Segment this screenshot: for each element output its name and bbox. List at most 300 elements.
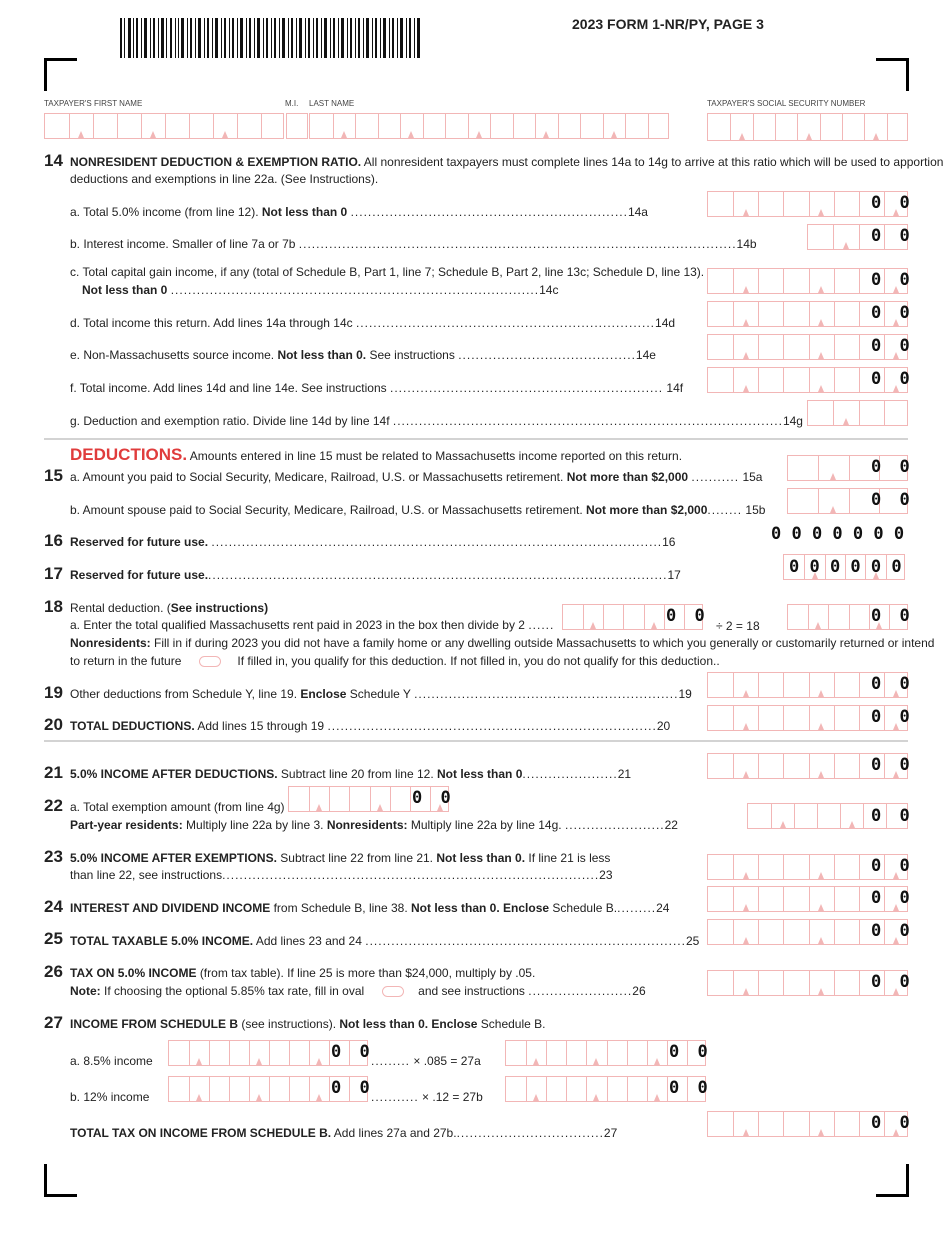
cell-divider <box>758 269 759 293</box>
line-14e-cents: 0 0 <box>871 336 914 356</box>
comma-tick <box>196 1058 202 1065</box>
cell-divider <box>229 1077 230 1101</box>
line-27b-label: b. 12% income <box>70 1090 150 1104</box>
cell-divider <box>758 706 759 730</box>
cell-divider <box>333 114 334 138</box>
comma-tick <box>806 133 812 140</box>
cell-divider <box>733 754 734 778</box>
line-23-label: 5.0% INCOME AFTER EXEMPTIONS. Subtract line 22 from line 21. Not less than 0. If line 21 is less <box>70 851 611 865</box>
line-15b-cents: 0 0 <box>871 490 914 510</box>
line-19-number: 19 <box>44 683 63 702</box>
line-18-number: 18 <box>44 597 63 616</box>
line-23-number: 23 <box>44 847 63 866</box>
line-21-cents: 0 0 <box>871 755 914 775</box>
comma-tick <box>78 131 84 138</box>
cell-divider <box>859 887 860 911</box>
cell-divider <box>758 368 759 392</box>
cell-divider <box>329 787 330 811</box>
cell-divider <box>834 269 835 293</box>
cell-divider <box>733 673 734 697</box>
cell-divider <box>229 1041 230 1065</box>
comma-tick <box>818 904 824 911</box>
comma-tick <box>830 506 836 513</box>
line-14-desc: All nonresident taxpayers must complete lines 14a to 14g to arrive at this ratio which will be used to apportion <box>361 155 944 169</box>
line-27b-cents: 0 0 <box>331 1078 374 1098</box>
comma-tick <box>818 690 824 697</box>
comma-tick <box>743 723 749 730</box>
comma-tick <box>818 385 824 392</box>
line-24-number: 24 <box>44 897 63 916</box>
comma-tick <box>818 937 824 944</box>
line-22-cents: 0 0 <box>871 806 914 826</box>
cell-divider <box>834 706 835 730</box>
cell-divider <box>733 971 734 995</box>
cell-divider <box>490 114 491 138</box>
cell-divider <box>410 787 411 811</box>
cell-divider <box>667 1077 668 1101</box>
cell-divider <box>349 787 350 811</box>
comma-tick <box>150 131 156 138</box>
line-27a-calc: ......... × .085 = 27a <box>371 1054 481 1068</box>
cell-divider <box>864 114 865 140</box>
cell-divider <box>583 605 584 629</box>
cell-divider <box>309 1041 310 1065</box>
cell-divider <box>809 673 810 697</box>
line-17-number: 17 <box>44 564 63 583</box>
cell-divider <box>667 1041 668 1065</box>
line-14c-label2: Not less than 0 .....................................................................................14c <box>82 283 559 297</box>
cell-divider <box>809 855 810 879</box>
line-14d-label: d. Total income this return. Add lines 14a through 14c .....................................................................14d <box>70 316 676 330</box>
cell-divider <box>834 920 835 944</box>
comma-tick <box>818 988 824 995</box>
cell-divider <box>783 887 784 911</box>
comma-tick <box>743 286 749 293</box>
cell-divider <box>733 302 734 326</box>
line-19-label: Other deductions from Schedule Y, line 19. Enclose Schedule Y .............................................................19 <box>70 687 692 701</box>
line-14-title: NONRESIDENT DEDUCTION & EXEMPTION RATIO. <box>70 155 362 169</box>
line-25-cents: 0 0 <box>871 921 914 941</box>
cell-divider <box>758 673 759 697</box>
cell-divider <box>390 787 391 811</box>
line-22a-cents: 0 0 <box>412 788 455 808</box>
cell-divider <box>859 920 860 944</box>
cell-divider <box>607 1041 608 1065</box>
comma-tick <box>818 319 824 326</box>
line-18-oval[interactable] <box>199 656 221 667</box>
cell-divider <box>627 1041 628 1065</box>
line-27-cents: 0 0 <box>871 1113 914 1133</box>
first-name-label: TAXPAYER'S FIRST NAME <box>44 99 143 108</box>
cell-divider <box>809 920 810 944</box>
cell-divider <box>733 269 734 293</box>
line-18a-label: a. Enter the total qualified Massachusetts rent paid in 2023 in the box then divide by 2 ...... <box>70 618 555 632</box>
comma-tick <box>593 1058 599 1065</box>
cell-divider <box>887 114 888 140</box>
cell-divider <box>289 1077 290 1101</box>
cell-divider <box>809 1112 810 1136</box>
cell-divider <box>607 1077 608 1101</box>
line-18-nonresident2: to return in the future If filled in, you qualify for this deduction. If not filled in, you do not qualify for this deduction.. <box>70 654 720 668</box>
cell-divider <box>834 754 835 778</box>
cell-divider <box>209 1077 210 1101</box>
barcode <box>120 18 422 58</box>
cell-divider <box>809 887 810 911</box>
cell-divider <box>834 192 835 216</box>
cell-divider <box>758 335 759 359</box>
cell-divider <box>535 114 536 138</box>
comma-tick <box>818 872 824 879</box>
comma-tick <box>849 821 855 828</box>
line-15-number: 15 <box>44 466 63 485</box>
cell-divider <box>289 1041 290 1065</box>
cell-divider <box>809 269 810 293</box>
cell-divider <box>603 114 604 138</box>
cell-divider <box>213 114 214 138</box>
cell-divider <box>834 673 835 697</box>
cell-divider <box>859 192 860 216</box>
cell-divider <box>834 302 835 326</box>
line-18-nonresident: Nonresidents: Fill in if during 2023 you did not have a family home or any dwelling outside Massachusetts to which you generally or customarily returned or intend <box>70 636 935 650</box>
cell-divider <box>783 855 784 879</box>
cell-divider <box>783 754 784 778</box>
cell-divider <box>859 302 860 326</box>
comma-tick <box>743 872 749 879</box>
line-14g-label: g. Deduction and exemption ratio. Divide line 14d by line 14f ..........................................................................................14g <box>70 414 803 428</box>
comma-tick <box>611 131 617 138</box>
cell-divider <box>603 605 604 629</box>
crop-mark-bottom-right <box>876 1164 909 1197</box>
line-27a-cents: 0 0 <box>331 1042 374 1062</box>
cell-divider <box>526 1077 527 1101</box>
cell-divider <box>378 114 379 138</box>
comma-tick <box>590 622 596 629</box>
ssn-label: TAXPAYER'S SOCIAL SECURITY NUMBER <box>707 99 866 108</box>
cell-divider <box>859 673 860 697</box>
section-divider-2 <box>44 740 908 742</box>
cell-divider <box>797 114 798 140</box>
line-14-desc2: deductions and exemptions in line 22a. (See Instructions). <box>70 172 379 186</box>
cell-divider <box>859 754 860 778</box>
cell-divider <box>758 302 759 326</box>
cell-divider <box>758 855 759 879</box>
cell-divider <box>809 192 810 216</box>
cell-divider <box>783 335 784 359</box>
cell-divider <box>189 1041 190 1065</box>
line-22-label: Part-year residents: Multiply line 22a by line 3. Nonresidents: Multiply line 22a by line 14g. .......................22 <box>70 818 678 832</box>
comma-tick <box>654 1058 660 1065</box>
cell-divider <box>730 114 731 140</box>
comma-tick <box>743 385 749 392</box>
cell-divider <box>758 887 759 911</box>
cell-divider <box>566 1041 567 1065</box>
cell-divider <box>859 335 860 359</box>
cell-divider <box>558 114 559 138</box>
cell-divider <box>833 401 834 425</box>
cell-divider <box>869 605 870 629</box>
comma-tick <box>818 723 824 730</box>
cell-divider <box>309 787 310 811</box>
cell-divider <box>546 1041 547 1065</box>
line-17-label: Reserved for future use...........................................................................................................17 <box>70 568 681 582</box>
cell-divider <box>355 114 356 138</box>
cell-divider <box>863 804 864 828</box>
cell-divider <box>546 1077 547 1101</box>
line-21-label: 5.0% INCOME AFTER DEDUCTIONS. Subtract line 20 from line 12. Not less than 0......................21 <box>70 767 632 781</box>
cell-divider <box>758 920 759 944</box>
line-15b-label: b. Amount spouse paid to Social Security, Medicare, Railroad, U.S. or Massachusetts retirement. Not more than $2,000........ 15b <box>70 503 766 517</box>
cell-divider <box>833 225 834 249</box>
cell-divider <box>828 605 829 629</box>
cell-divider <box>141 114 142 138</box>
comma-tick <box>654 1094 660 1101</box>
line-27-total-label: TOTAL TAX ON INCOME FROM SCHEDULE B. Add lines 27a and 27b...................................27 <box>70 1126 618 1140</box>
comma-tick <box>256 1058 262 1065</box>
cell-divider <box>809 335 810 359</box>
line-17-value: 0 0 0 0 0 0 <box>789 557 902 577</box>
cell-divider <box>783 971 784 995</box>
comma-tick <box>739 133 745 140</box>
cell-divider <box>834 368 835 392</box>
comma-tick <box>316 1058 322 1065</box>
cell-divider <box>859 971 860 995</box>
cell-divider <box>859 225 860 249</box>
line-26-note: Note: If choosing the optional 5.85% tax rate, fill in oval and see instructions ........................26 <box>70 984 646 998</box>
cell-divider <box>783 302 784 326</box>
line-25-label: TOTAL TAXABLE 5.0% INCOME. Add lines 23 and 24 ..........................................................................25 <box>70 934 700 948</box>
cell-divider <box>733 706 734 730</box>
line-21-number: 21 <box>44 763 63 782</box>
cell-divider <box>783 673 784 697</box>
comma-tick <box>222 131 228 138</box>
cell-divider <box>834 1112 835 1136</box>
comma-tick <box>743 771 749 778</box>
cell-divider <box>69 114 70 138</box>
line-20-cents: 0 0 <box>871 707 914 727</box>
cell-divider <box>648 114 649 138</box>
line-14a-cents: 0 0 <box>871 193 914 213</box>
cell-divider <box>733 920 734 944</box>
cell-divider <box>820 114 821 140</box>
comma-tick <box>818 771 824 778</box>
cell-divider <box>809 706 810 730</box>
cell-divider <box>859 269 860 293</box>
last-name-field[interactable] <box>309 113 669 139</box>
line-26-number: 26 <box>44 962 63 981</box>
cell-divider <box>249 1041 250 1065</box>
line-27a-result-cents: 0 0 <box>669 1042 712 1062</box>
line-14-heading <box>70 155 943 169</box>
cell-divider <box>468 114 469 138</box>
cell-divider <box>818 489 819 513</box>
line-18a-cents: 0 0 <box>666 606 709 626</box>
cell-divider <box>733 887 734 911</box>
line-22a-label: a. Total exemption amount (from line 4g) <box>70 800 285 814</box>
cell-divider <box>249 1077 250 1101</box>
line-27-number: 27 <box>44 1013 63 1032</box>
cell-divider <box>526 1041 527 1065</box>
mi-label: M.I. <box>285 99 299 108</box>
line-27b-calc: ........... × .12 = 27b <box>371 1090 483 1104</box>
line-24-cents: 0 0 <box>871 888 914 908</box>
cell-divider <box>809 971 810 995</box>
crop-mark-top-right <box>876 58 909 91</box>
line-24-label: INTEREST AND DIVIDEND INCOME from Schedule B, line 38. Not less than 0. Enclose Schedule B..........24 <box>70 901 670 915</box>
cell-divider <box>859 401 860 425</box>
comma-tick <box>377 804 383 811</box>
comma-tick <box>743 690 749 697</box>
line-14c-label: c. Total capital gain income, if any (total of Schedule B, Part 1, line 7; Schedule B, Part 2, line 13c; Schedule D, line 13). <box>70 265 705 279</box>
cell-divider <box>647 1041 648 1065</box>
cell-divider <box>758 192 759 216</box>
cell-divider <box>783 1112 784 1136</box>
line-25-number: 25 <box>44 929 63 948</box>
crop-mark-bottom-left <box>44 1164 77 1197</box>
comma-tick <box>196 1094 202 1101</box>
cell-divider <box>733 335 734 359</box>
line-14c-cents: 0 0 <box>871 270 914 290</box>
cell-divider <box>189 1077 190 1101</box>
comma-tick <box>256 1094 262 1101</box>
cell-divider <box>817 804 818 828</box>
line-14d-cents: 0 0 <box>871 303 914 323</box>
cell-divider <box>758 971 759 995</box>
line-14f-cents: 0 0 <box>871 369 914 389</box>
cell-divider <box>809 754 810 778</box>
cell-divider <box>809 368 810 392</box>
cell-divider <box>794 804 795 828</box>
cell-divider <box>117 114 118 138</box>
cell-divider <box>859 368 860 392</box>
line-22-number: 22 <box>44 796 63 815</box>
line-18-cents: 0 0 <box>871 606 914 626</box>
comma-tick <box>818 209 824 216</box>
cell-divider <box>733 192 734 216</box>
comma-tick <box>743 904 749 911</box>
cell-divider <box>513 114 514 138</box>
cell-divider <box>625 114 626 138</box>
line-14f-label: f. Total income. Add lines 14d and line 14e. See instructions ............................................................... 14f <box>70 381 684 395</box>
cell-divider <box>842 114 843 140</box>
cell-divider <box>370 787 371 811</box>
cell-divider <box>237 114 238 138</box>
cell-divider <box>783 192 784 216</box>
comma-tick <box>830 473 836 480</box>
cell-divider <box>623 605 624 629</box>
comma-tick <box>743 319 749 326</box>
cell-divider <box>834 335 835 359</box>
comma-tick <box>873 133 879 140</box>
cell-divider <box>423 114 424 138</box>
comma-tick <box>843 418 849 425</box>
line-16-value: 0 0 0 0 0 0 0 <box>771 524 905 544</box>
cell-divider <box>758 754 759 778</box>
cell-divider <box>261 114 262 138</box>
line-23-label2: than line 22, see instructions.......................................................................................23 <box>70 868 613 882</box>
cell-divider <box>783 920 784 944</box>
cell-divider <box>834 887 835 911</box>
cell-divider <box>859 855 860 879</box>
cell-divider <box>445 114 446 138</box>
cell-divider <box>209 1041 210 1065</box>
cell-divider <box>580 114 581 138</box>
comma-tick <box>818 286 824 293</box>
cell-divider <box>849 456 850 480</box>
cell-divider <box>566 1077 567 1101</box>
line-14g-input[interactable] <box>807 400 908 426</box>
line-27a-label: a. 8.5% income <box>70 1054 153 1068</box>
comma-tick <box>815 622 821 629</box>
cell-divider <box>93 114 94 138</box>
cell-divider <box>586 1077 587 1101</box>
line-14-number: 14 <box>44 151 63 170</box>
cell-divider <box>783 706 784 730</box>
line-16-label: Reserved for future use. ........................................................................................................16 <box>70 535 676 549</box>
form-title: 2023 FORM 1-NR/PY, PAGE 3 <box>572 16 764 32</box>
comma-tick <box>743 1129 749 1136</box>
cell-divider <box>859 706 860 730</box>
cell-divider <box>808 605 809 629</box>
cell-divider <box>849 489 850 513</box>
cell-divider <box>733 368 734 392</box>
ssn-field[interactable] <box>707 113 908 141</box>
comma-tick <box>543 131 549 138</box>
line-26-label: TAX ON 5.0% INCOME (from tax table). If line 25 is more than $24,000, multiply by .05. <box>70 966 536 980</box>
cell-divider <box>165 114 166 138</box>
comma-tick <box>818 352 824 359</box>
cell-divider <box>627 1077 628 1101</box>
line-23-cents: 0 0 <box>871 856 914 876</box>
cell-divider <box>647 1077 648 1101</box>
line-18-label: Rental deduction. (See instructions) <box>70 601 269 615</box>
cell-divider <box>269 1041 270 1065</box>
line-26-oval[interactable] <box>382 986 404 997</box>
line-20-label: TOTAL DEDUCTIONS. Add lines 15 through 19 ............................................................................20 <box>70 719 671 733</box>
mi-field[interactable] <box>286 113 308 139</box>
line-20-number: 20 <box>44 715 63 734</box>
comma-tick <box>818 1129 824 1136</box>
cell-divider <box>329 1077 330 1101</box>
cell-divider <box>783 368 784 392</box>
cell-divider <box>834 855 835 879</box>
line-14b-label: b. Interest income. Smaller of line 7a or 7b .....................................................................................................14b <box>70 237 757 251</box>
cell-divider <box>783 269 784 293</box>
comma-tick <box>843 242 849 249</box>
line-18-divide: ÷ 2 = 18 <box>716 619 760 633</box>
cell-divider <box>644 605 645 629</box>
cell-divider <box>269 1077 270 1101</box>
cell-divider <box>818 456 819 480</box>
comma-tick <box>593 1094 599 1101</box>
section-divider-1 <box>44 438 908 440</box>
comma-tick <box>316 1094 322 1101</box>
line-14a-label: a. Total 5.0% income (from line 12). Not less than 0 ................................................................14a <box>70 205 648 219</box>
first-name-field[interactable] <box>44 113 284 139</box>
comma-tick <box>316 804 322 811</box>
line-15a-cents: 0 0 <box>871 457 914 477</box>
line-19-cents: 0 0 <box>871 674 914 694</box>
cell-divider <box>733 855 734 879</box>
comma-tick <box>533 1094 539 1101</box>
cell-divider <box>664 605 665 629</box>
comma-tick <box>341 131 347 138</box>
cell-divider <box>309 1077 310 1101</box>
comma-tick <box>743 209 749 216</box>
line-27b-result-cents: 0 0 <box>669 1078 712 1098</box>
cell-divider <box>859 1112 860 1136</box>
crop-mark-top-left <box>44 58 77 91</box>
cell-divider <box>189 114 190 138</box>
